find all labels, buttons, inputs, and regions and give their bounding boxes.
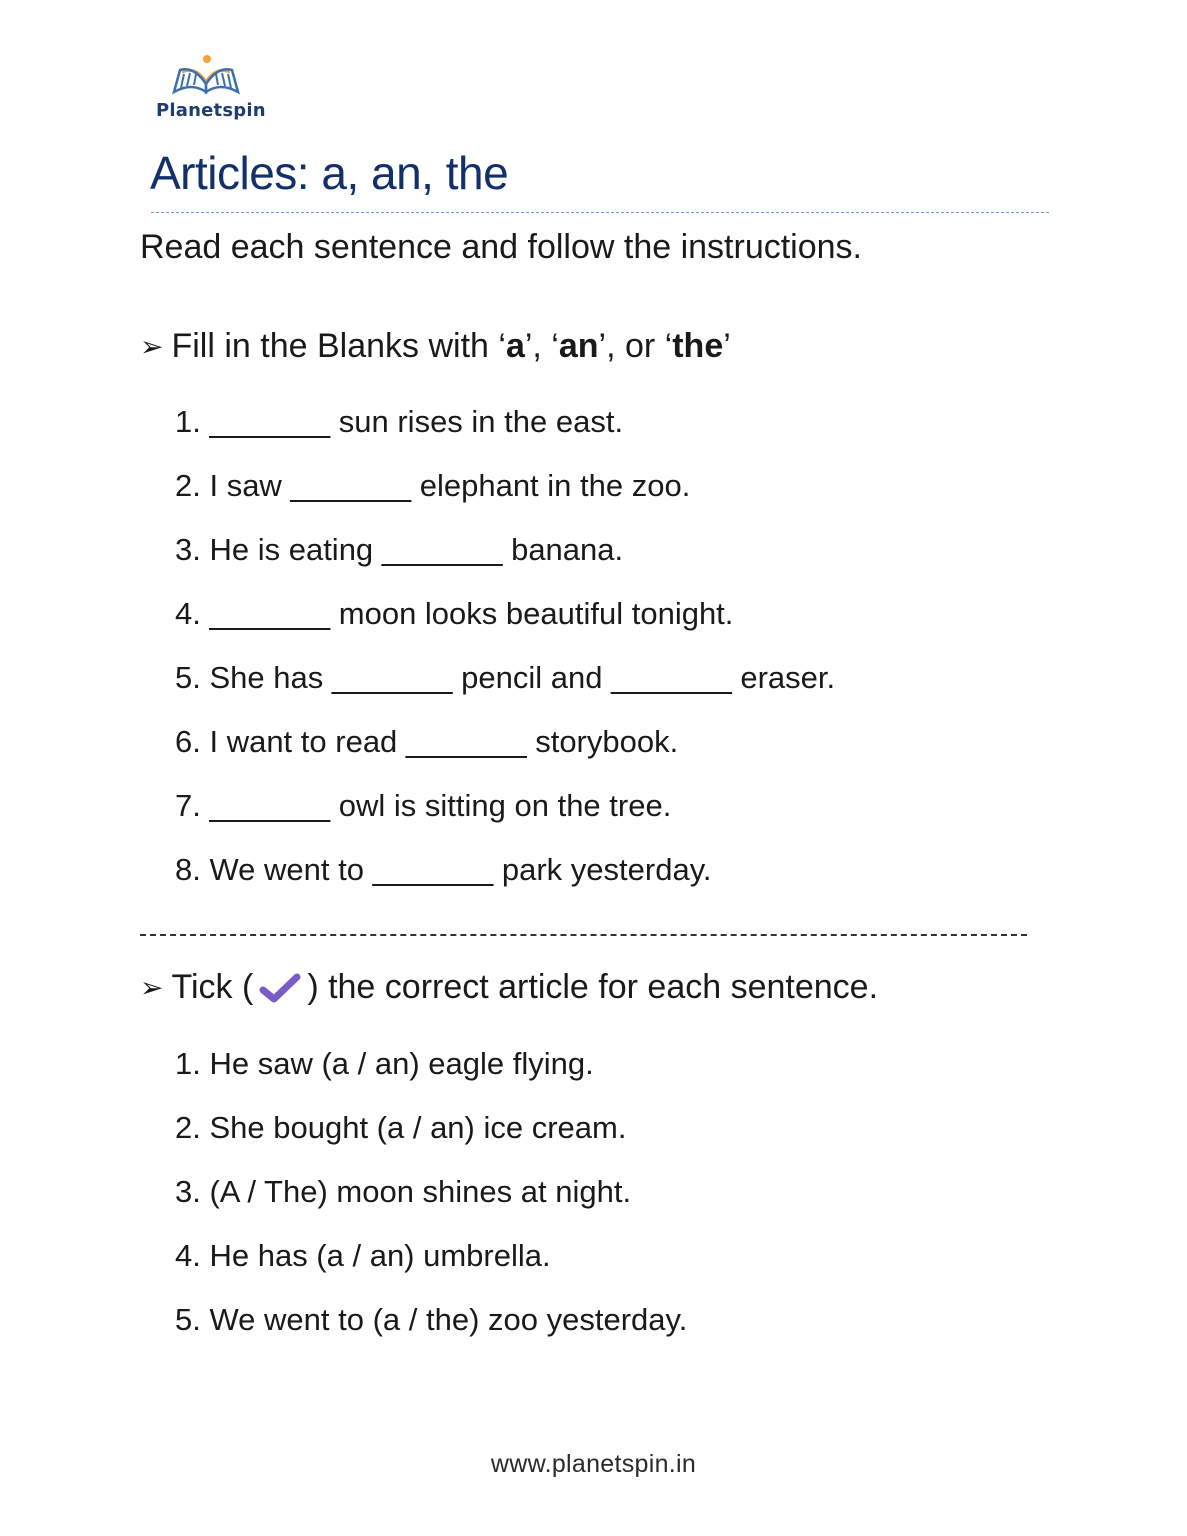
heading-after-icon: ) the correct article for each sentence. bbox=[307, 968, 879, 1006]
heading-sep-2: ’, or ‘ bbox=[598, 327, 673, 365]
tick-item-1: 1. He saw (a / an) eagle flying. bbox=[175, 1046, 594, 1081]
footer-website: www.planetspin.in bbox=[490, 1450, 697, 1478]
tick-item-3: 3. (A / The) moon shines at night. bbox=[175, 1174, 632, 1209]
tick-item-5: 5. We went to (a / the) zoo yesterday. bbox=[175, 1302, 688, 1337]
fill-blank-item-1: 1. _______ sun rises in the east. bbox=[175, 404, 624, 439]
fill-blank-item-3: 3. He is eating _______ banana. bbox=[175, 532, 624, 567]
heading-before-icon: Tick ( bbox=[171, 968, 254, 1006]
tick-item-4: 4. He has (a / an) umbrella. bbox=[175, 1238, 551, 1273]
fill-blank-item-2: 2. I saw _______ elephant in the zoo. bbox=[175, 468, 691, 503]
planetspin-logo bbox=[150, 48, 266, 126]
instruction-text: Read each sentence and follow the instructions. bbox=[140, 228, 863, 266]
title-divider bbox=[151, 212, 1049, 213]
article-the: the bbox=[672, 327, 724, 365]
fill-blank-item-5: 5. She has _______ pencil and _______ eraser. bbox=[175, 660, 836, 695]
fill-blank-item-6: 6. I want to read _______ storybook. bbox=[175, 724, 679, 759]
arrow-bullet-icon: ➢ bbox=[140, 972, 164, 1003]
arrow-bullet-icon: ➢ bbox=[140, 331, 164, 362]
heading-sep-1: ’, ‘ bbox=[524, 327, 559, 365]
heading-prefix: Fill in the Blanks with ‘ bbox=[171, 327, 506, 365]
article-an: an bbox=[558, 327, 599, 365]
article-a: a bbox=[505, 327, 525, 365]
section-tick-heading bbox=[140, 968, 878, 1007]
logo-wordmark: Planetspin bbox=[156, 100, 266, 121]
section-divider bbox=[140, 934, 1027, 936]
open-book-logo-icon bbox=[170, 52, 242, 98]
heading-suffix: ’ bbox=[723, 327, 731, 365]
page-title: Articles: a, an, the bbox=[150, 147, 509, 199]
fill-blank-item-7: 7. _______ owl is sitting on the tree. bbox=[175, 788, 672, 823]
fill-blank-item-4: 4. _______ moon looks beautiful tonight. bbox=[175, 596, 734, 631]
section-fill-blanks-heading bbox=[140, 327, 731, 366]
fill-blank-item-8: 8. We went to _______ park yesterday. bbox=[175, 852, 712, 887]
check-mark-icon bbox=[259, 973, 301, 1003]
tick-item-2: 2. She bought (a / an) ice cream. bbox=[175, 1110, 627, 1145]
